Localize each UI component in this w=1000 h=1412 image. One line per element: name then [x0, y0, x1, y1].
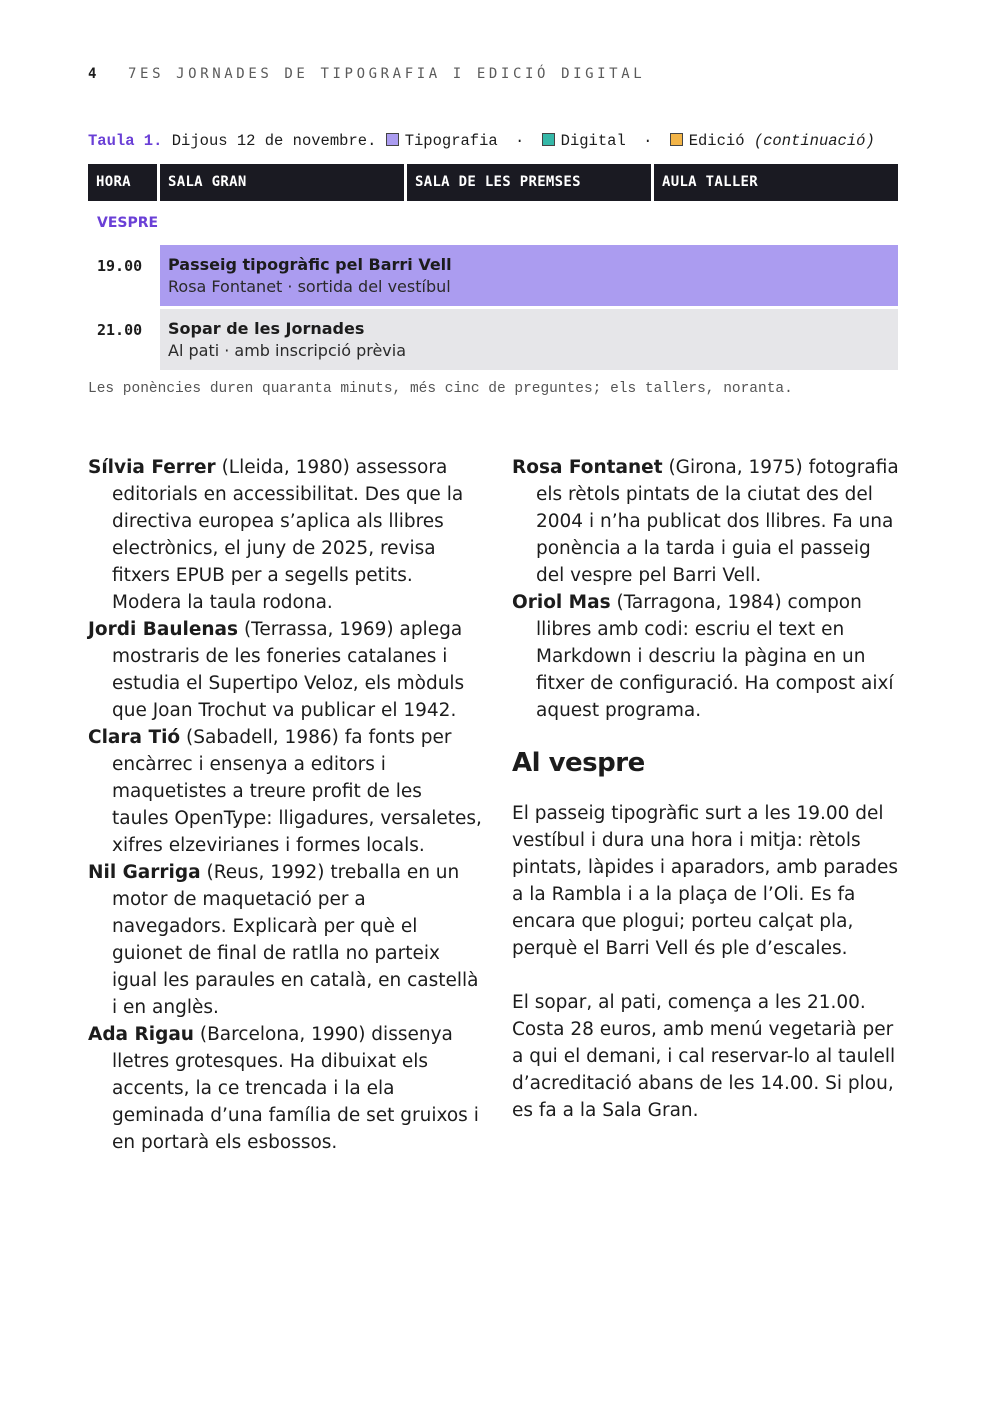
- table-caption-text: Dijous 12 de novembre.: [171, 132, 377, 150]
- bio-text: (Sabadell, 1986) fa fonts per encàrrec i ensenya a editors i maquetistes a treure profit de les taules OpenType: lligadures, versaletes, xifres elzevirianes i formes locals.: [112, 727, 482, 856]
- event-cell: [160, 245, 898, 306]
- bio-entry: [512, 454, 904, 589]
- evening-paragraph: El passeig tipogràfic surt a les 19.00 del vestíbul i dura una hora i mitja: rètols pintats, làpides i aparadors, amb parades a la Rambla i a la plaça de l’Oli. Es fa encara que plogui; porteu calçat pla, perquè el Barri Vell és ple d’escales.: [512, 803, 899, 959]
- bio-name: Oriol Mas: [512, 592, 611, 613]
- table-caption: [88, 132, 875, 150]
- row-time: 19.00: [97, 257, 143, 275]
- bio-entry: [88, 859, 483, 1021]
- bio-entry: [88, 1021, 483, 1156]
- legend-separator: ·: [643, 132, 653, 150]
- column-header-sala-premses: SALA DE LES PREMSES: [407, 164, 651, 201]
- bio-name: Jordi Baulenas: [88, 619, 239, 640]
- bio-entry: [512, 589, 904, 724]
- table-note: Les ponències duren quaranta minuts, més cinc de preguntes; els tallers, noranta.: [88, 381, 793, 397]
- column-header-hora: HORA: [88, 164, 157, 201]
- legend-swatch-digital: [542, 133, 555, 146]
- bios-left-column: [88, 454, 483, 1156]
- event-title: Passeig tipogràfic pel Barri Vell: [168, 255, 452, 274]
- bio-name: Clara Tió: [88, 727, 181, 748]
- bio-text: (Lleida, 1980) assessora editorials en accessibilitat. Des que la directiva europea s’aplica als llibres electrònics, el juny de 2025, revisa fitxers EPUB per a segells petits. Modera la taula rodona.: [112, 457, 464, 613]
- event-cell: [160, 309, 898, 370]
- event-subtitle: Al pati · amb inscripció prèvia: [168, 341, 407, 360]
- event-title: Sopar de les Jornades: [168, 319, 365, 338]
- legend-label-tipografia: Tipografia: [404, 132, 498, 150]
- bio-name: Sílvia Ferrer: [88, 457, 216, 478]
- section-heading-al-vespre: Al vespre: [512, 748, 645, 778]
- bio-entry: [88, 454, 483, 616]
- legend-swatch-edicio: [670, 133, 683, 146]
- bio-name: Ada Rigau: [88, 1024, 194, 1045]
- bio-entry: [88, 616, 483, 724]
- bio-text: (Reus, 1992) treballa en un motor de maquetació per a navegadors. Explicarà per què el guionet de final de ratlla no parteix igual les paraules en català, en castellà i en anglès.: [112, 862, 479, 1018]
- column-header-aula-taller: AULA TALLER: [654, 164, 898, 201]
- legend-swatch-tipografia: [386, 133, 399, 146]
- bio-text: (Tarragona, 1984) compon llibres amb codi: escriu el text en Markdown i descriu la pàgina en un fitxer de configuració. Ha compost així aquest programa.: [536, 592, 894, 721]
- legend-label-digital: Digital: [560, 132, 626, 150]
- bio-text: (Girona, 1975) fotografia els rètols pintats de la ciutat des del 2004 i n’ha publicat dos llibres. Fa una ponència a la tarda i guia el passeig del vespre pel Barri Vell.: [536, 457, 899, 586]
- bio-entry: [88, 724, 483, 859]
- page-number: 4: [88, 66, 101, 82]
- column-header-sala-gran: SALA GRAN: [160, 164, 404, 201]
- section-label-vespre: VESPRE: [97, 215, 159, 231]
- bio-text: (Barcelona, 1990) dissenya lletres grotesques. Ha dibuixat els accents, la ce trencada i la ela geminada d’una família de set gruixos i en portarà els esbossos.: [112, 1024, 479, 1153]
- running-header: [88, 66, 645, 82]
- right-column: [512, 454, 904, 1151]
- table-continuation: (continuació): [753, 132, 875, 150]
- evening-paragraph: El sopar, al pati, comença a les 21.00. Costa 28 euros, amb menú vegetarià per a qui el demani, i cal reservar-lo al taulell d’acreditació abans de les 14.00. Si plou, es fa a la Sala Gran.: [512, 992, 896, 1121]
- row-time: 21.00: [97, 321, 143, 339]
- bio-name: Nil Garriga: [88, 862, 201, 883]
- table-label: Taula 1.: [88, 132, 163, 150]
- legend-label-edicio: Edició: [688, 132, 745, 150]
- bio-name: Rosa Fontanet: [512, 457, 663, 478]
- running-title: 7ES JORNADES DE TIPOGRAFIA I EDICIÓ DIGITAL: [128, 66, 646, 82]
- bio-text: (Terrassa, 1969) aplega mostraris de les foneries catalanes i estudia el Supertipo Veloz, els mòduls que Joan Trochut va publicar el 1942.: [112, 619, 465, 721]
- legend-separator: ·: [515, 132, 525, 150]
- event-subtitle: Rosa Fontanet · sortida del vestíbul: [168, 277, 451, 296]
